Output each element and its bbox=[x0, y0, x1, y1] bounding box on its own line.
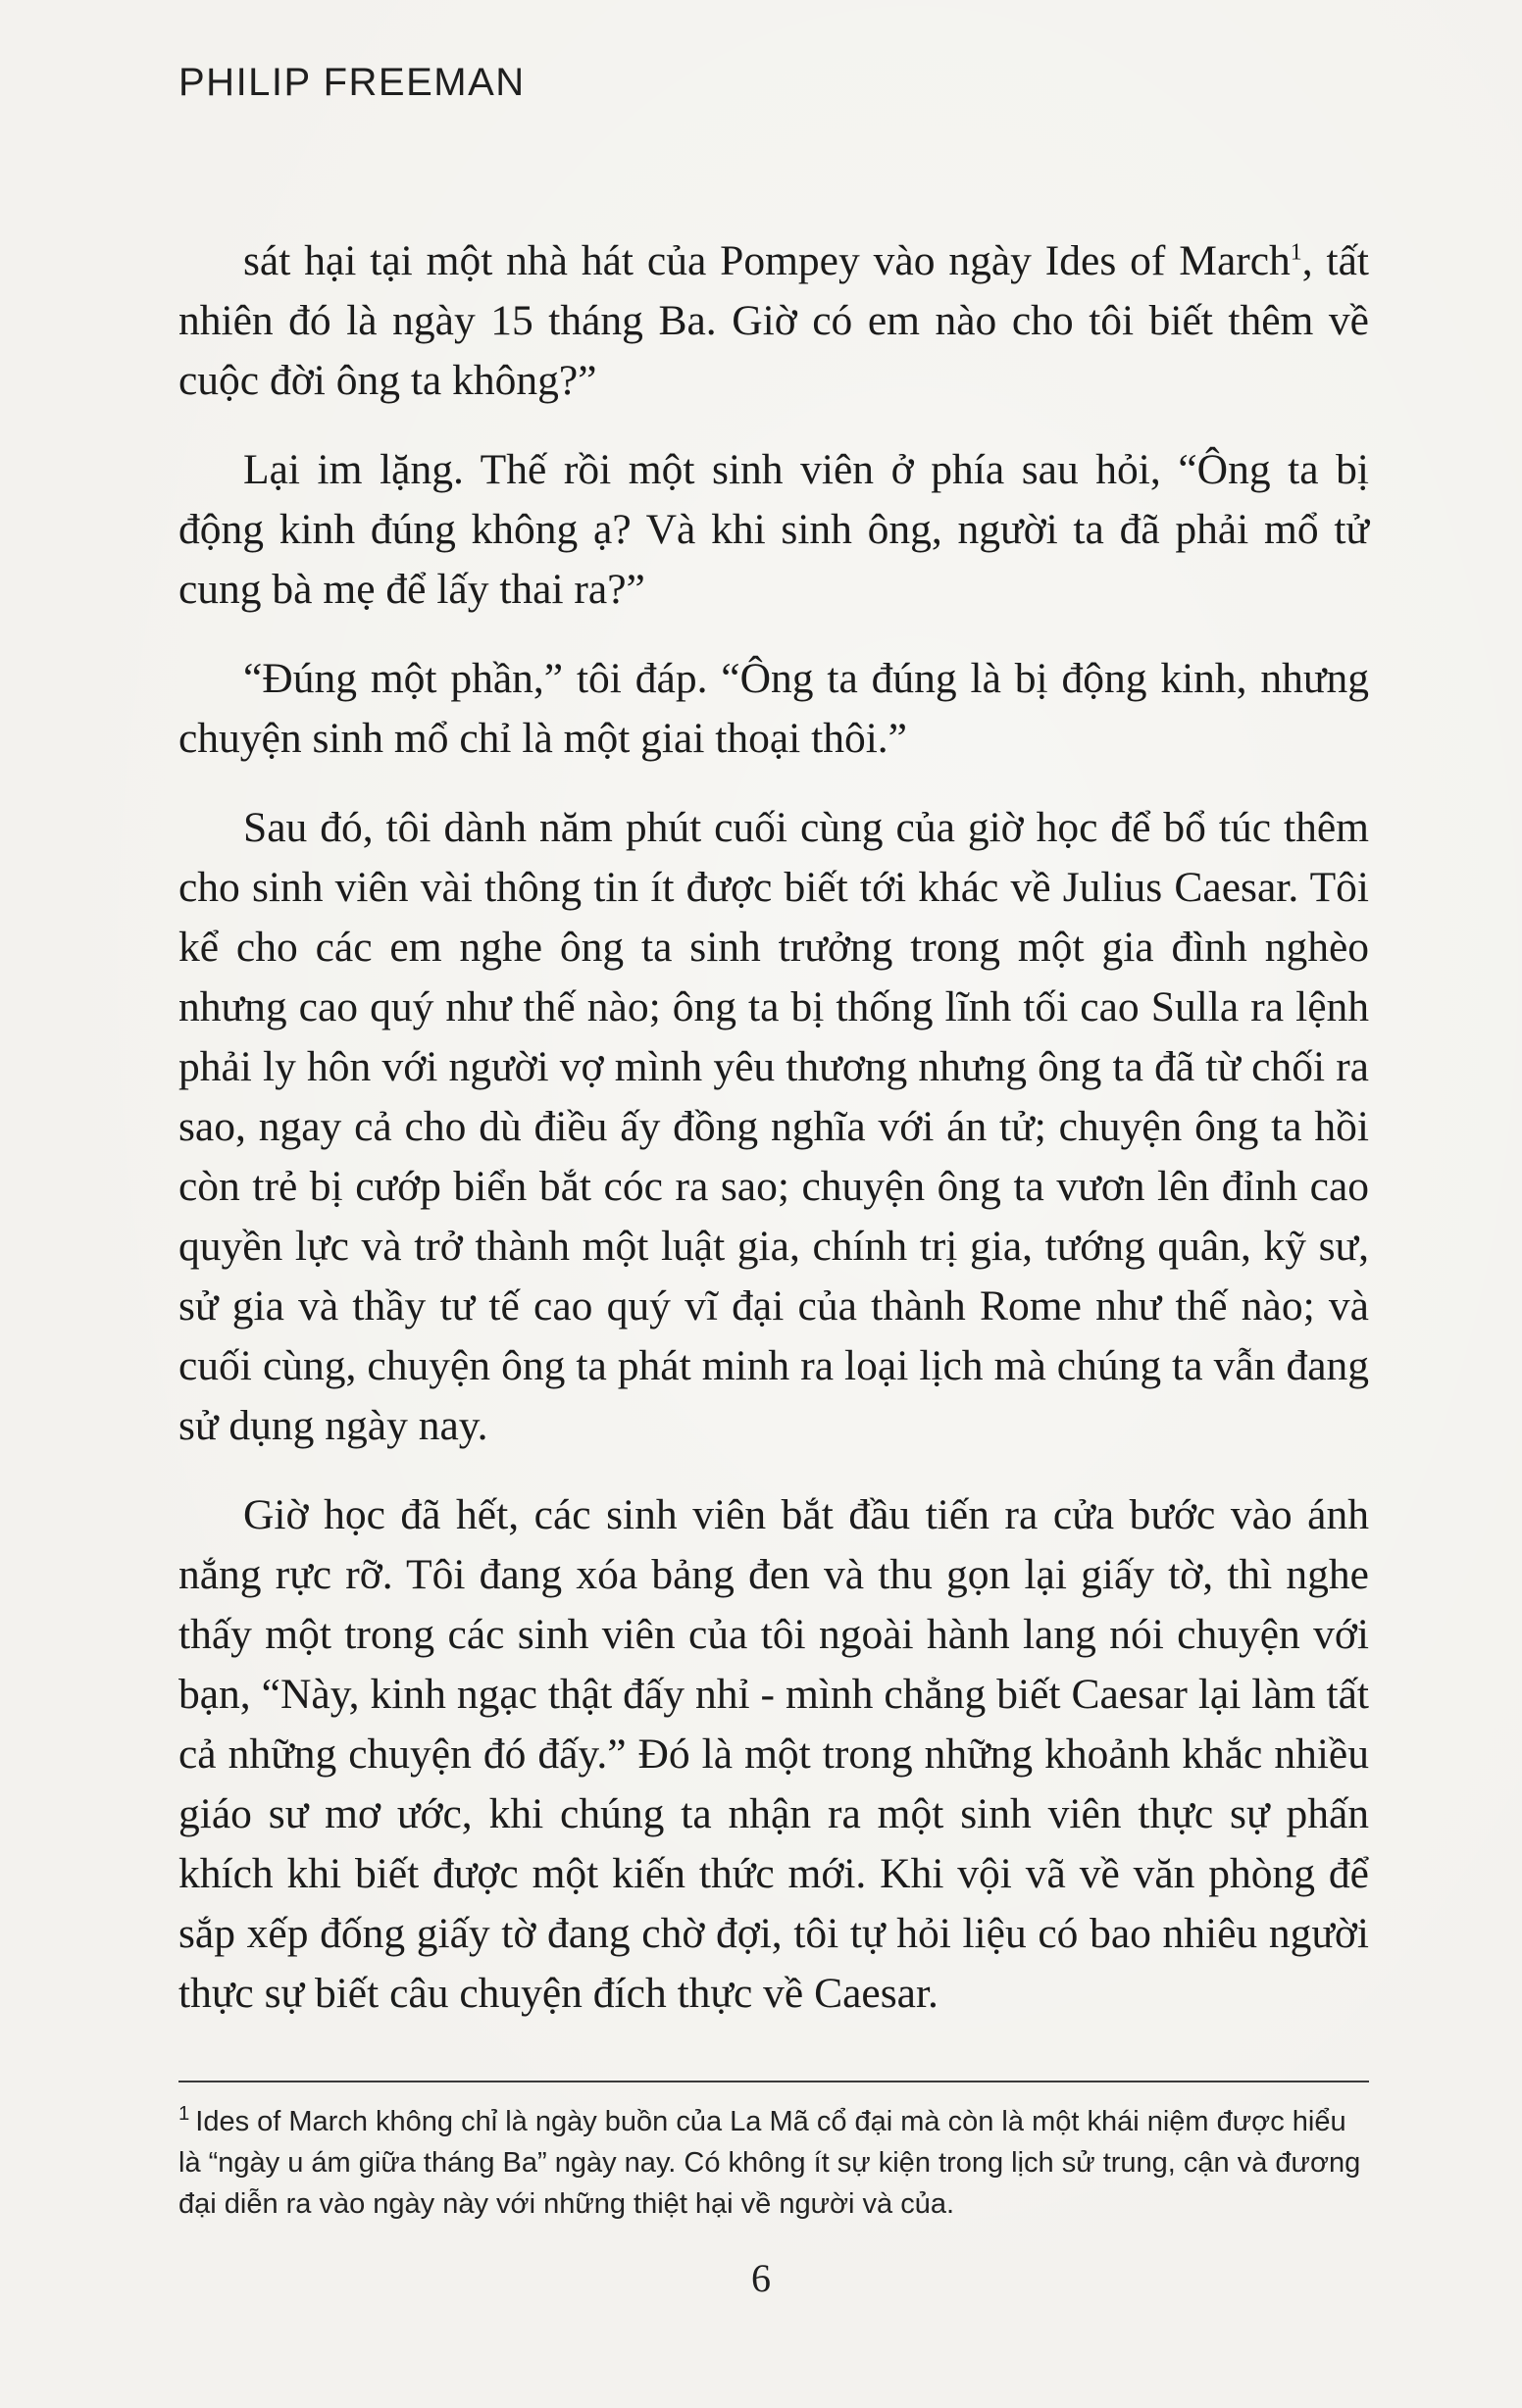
page-number: 6 bbox=[751, 2256, 771, 2300]
body-text bbox=[178, 231, 1369, 2024]
paragraph-4: Sau đó, tôi dành năm phút cuối cùng của giờ học để bổ túc thêm cho sinh viên vài thông tin ít được biết tới khác về Julius Caesar. Tôi kể cho các em nghe ông ta sinh trưởng trong một gia đình nghèo nhưng cao quý như thế nào; ông ta bị thống lĩnh tối cao Sulla ra lệnh phải ly hôn với người vợ mình yêu thương nhưng ông ta đã từ chối ra sao, ngay cả cho dù điều ấy đồng nghĩa với án tử; chuyện ông ta hồi còn trẻ bị cướp biển bắt cóc ra sao; chuyện ông ta vươn lên đỉnh cao quyền lực và trở thành một luật gia, chính trị gia, tướng quân, kỹ sư, sử gia và thầy tư tế cao quý vĩ đại của thành Rome như thế nào; và cuối cùng, chuyện ông ta phát minh ra loại lịch mà chúng ta vẫn đang sử dụng ngày nay. bbox=[178, 804, 1369, 1449]
footnote bbox=[178, 2101, 1369, 2225]
footnote-text: Ides of March không chỉ là ngày buồn của La Mã cổ đại mà còn là một khái niệm được hiểu là “ngày u ám giữa tháng Ba” ngày nay. Có không ít sự kiện trong lịch sử trung, cận và đương đại diễn ra vào ngày này với những thiệt hại về người và của. bbox=[178, 2106, 1361, 2220]
footnote-divider bbox=[178, 2081, 1369, 2082]
paragraph-5: Giờ học đã hết, các sinh viên bắt đầu tiến ra cửa bước vào ánh nắng rực rỡ. Tôi đang xóa bảng đen và thu gọn lại giấy tờ, thì nghe thấy một trong các sinh viên của tôi ngoài hành lang nói chuyện với bạn, “Này, kinh ngạc thật đấy nhỉ - mình chẳng biết Caesar lại làm tất cả những chuyện đó đấy.” Đó là một trong những khoảnh khắc nhiều giáo sư mơ ước, khi chúng ta nhận ra một sinh viên thực sự phấn khích khi biết được một kiến thức mới. Khi vội vã về văn phòng để sắp xếp đống giấy tờ đang chờ đợi, tôi tự hỏi liệu có bao nhiêu người thực sự biết câu chuyện đích thực về Caesar. bbox=[178, 1491, 1369, 2017]
footnote-number: 1 bbox=[178, 2103, 190, 2126]
paragraph-2: Lại im lặng. Thế rồi một sinh viên ở phía sau hỏi, “Ông ta bị động kinh đúng không ạ? Và khi sinh ông, người ta đã phải mổ tử cung bà mẹ để lấy thai ra?” bbox=[178, 446, 1369, 613]
paragraph-1 bbox=[178, 231, 1369, 411]
paragraph-3: “Đúng một phần,” tôi đáp. “Ông ta đúng là bị động kinh, nhưng chuyện sinh mổ chỉ là một giai thoại thôi.” bbox=[178, 655, 1369, 762]
paragraph-1-text-a: sát hại tại một nhà hát của Pompey vào ngày Ides of March bbox=[243, 237, 1291, 284]
footnote-reference: 1 bbox=[1290, 239, 1302, 266]
running-head: PHILIP FREEMAN bbox=[178, 61, 526, 104]
paragraph-1-text-b: , tất nhiên đó là ngày 15 tháng Ba. Giờ có em nào cho tôi biết thêm về cuộc đời ông ta không?” bbox=[178, 237, 1369, 404]
